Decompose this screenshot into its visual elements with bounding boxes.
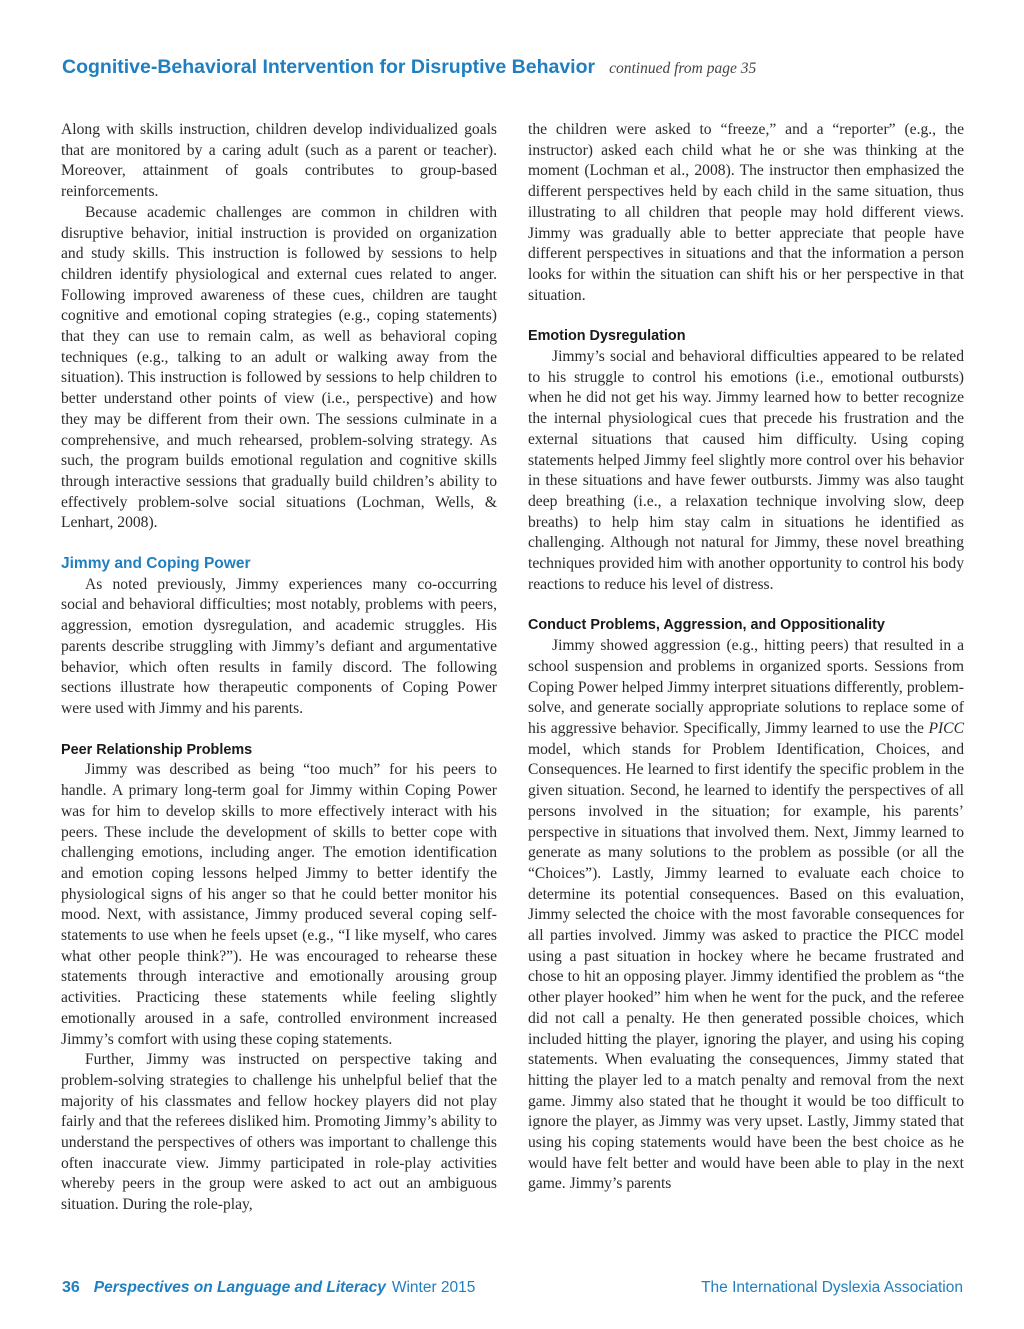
subheading-peer-relationship: Peer Relationship Problems: [61, 741, 253, 758]
conduct-text-part-1: Jimmy showed aggression (e.g., hitting peers) that resulted in a school suspension and problems in organized sports. Sessions from Coping Power helped Jimmy interpret situations differently, problem-solve, and generate socially appropriate solutions to replace some of his aggressive behavior. Specifically, Jimmy learned to use the: [528, 637, 964, 737]
paragraph-perspective-taking: Further, Jimmy was instructed on perspective taking and problem-solving strategies to challenge his unhelpful belief that the majority of his classmates and fellow hockey players did not play fairly and that the referees disliked him. Promoting Jimmy’s ability to understand the perspectives of others was important to challenge this often inaccurate view. Jimmy participated in role-play activities whereby peers in the group were asked to act out an ambiguous situation. During the role-play,: [61, 1051, 497, 1214]
paragraph-academic-challenges: Because academic challenges are common in children with disruptive behavior, initial instruction is provided on organization and study skills. This instruction is followed by sessions to help children identify physiological and external cues related to anger. Following improved awareness of these cues, children are taught cognitive and emotional coping strategies (e.g., coping statements) that they can use to remain calm, as well as behavioral coping techniques (e.g., talking to an adult or walking away from the situation). This instruction is followed by sessions to help children to better understand other points of view (i.e., perspective) and how they may be different from their own. The sessions culminate in a comprehensive, and much rehearsed, problem-solving strategy. As such, the program builds emotional regulation and cognitive skills through interactive sessions that gradually build children’s ability to effectively problem-solve social situations (Lochman, Wells, & Lenhart, 2008).: [61, 203, 497, 532]
journal-issue: Winter 2015: [391, 1279, 476, 1296]
footer-left: [62, 1279, 475, 1297]
paragraph-emotion-dysregulation: Jimmy’s social and behavioral difficulties appeared to be related to his struggle to control his emotions (i.e., emotional outbursts) when he did not get his way. Jimmy learned how to better recognize the internal physiological cues that precede his frustration and the external situations that caused him difficulty. Using coping statements helped Jimmy feel slightly more control over his behavior in these situations and have fewer outbursts. Jimmy was also taught deep breathing (i.e., a relaxation technique involving slow, deep breaths) to help him stay calm in situations he identified as challenging. Although not natural for Jimmy, these novel breathing techniques provided him with another opportunity to control his body reactions to reduce his level of distress.: [528, 348, 964, 593]
journal-title: Perspectives on Language and Literacy: [93, 1279, 386, 1296]
paragraph-conduct-problems: [528, 636, 964, 1195]
running-header: [62, 56, 972, 79]
paragraph-goals: Along with skills instruction, children develop individualized goals that are monitored by a caring adult (such as a parent or teacher). Moreover, attainment of goals contributes to group-based reinforcements.: [61, 121, 497, 201]
paragraph-role-play-continued: the children were asked to “freeze,” and a “reporter” (e.g., the instructor) asked each child what he or she was thinking at the moment (Lochman et al., 2008). The instructor then emphasized the different perspectives held by each child in the same situation, thus illustrating to all children that people may hold different views. Jimmy was gradually able to better appreciate that people have different perspectives in situations and that the information a person looks for within the situation can shift his or her perspective in that situation.: [528, 121, 964, 304]
subheading-emotion-dysregulation: Emotion Dysregulation: [528, 328, 686, 345]
subheading-conduct-problems: Conduct Problems, Aggression, and Oppositionality: [528, 617, 885, 634]
publisher-name: The International Dyslexia Association: [701, 1279, 963, 1296]
picc-term: PICC: [928, 719, 964, 737]
section-heading-jimmy-coping-power: Jimmy and Coping Power: [61, 555, 251, 573]
article-title: Cognitive-Behavioral Intervention for Disruptive Behavior: [62, 56, 596, 78]
paragraph-jimmy-overview: As noted previously, Jimmy experiences many co-occurring social and behavioral difficulties; most notably, problems with peers, aggression, emotion dysregulation, and academic struggles. His parents describe struggling with Jimmy’s defiant and argumentative behavior, which often results in family discord. The following sections illustrate how therapeutic components of Coping Power were used with Jimmy and his parents.: [61, 575, 497, 717]
paragraph-peer-problems: Jimmy was described as being “too much” for his peers to handle. A primary long-term goal for Jimmy within Coping Power was for him to develop skills to more effectively interact with his peers. These include the development of skills to better cope with challenging emotions, including anger. The emotion identification and emotion coping lessons helped Jimmy to better identify the physiological signs of his anger so that he could better monitor his mood. Next, with assistance, Jimmy produced several coping self-statements to use when he feels upset (e.g., “I like myself, who cares what other people think?”). He was encouraged to rehearse these statements through interactive and emotionally arousing group activities. Practicing these statements while feeling slightly emotionally aroused in a safe, controlled environment increased Jimmy’s comfort with using these coping statements.: [61, 761, 497, 1048]
page-footer: [62, 1279, 963, 1301]
continued-note: continued from page 35: [609, 60, 757, 77]
right-column: [528, 120, 964, 1195]
page-number: 36: [62, 1279, 80, 1296]
left-column: [61, 120, 497, 1216]
conduct-text-part-2: model, which stands for Problem Identification, Choices, and Consequences. He learned to first identify the specific problem in the given situation. Second, he learned to identify the perspectives of all persons involved in the situation; for example, his parents’ perspective in situations that involved them. Next, Jimmy learned to generate as many solutions to the problem as possible (or all the “Choices”). Lastly, Jimmy learned to evaluate each choice to determine its potential consequences. Based on this evaluation, Jimmy selected the choice with the most favorable consequences for all parties involved. Jimmy was asked to practice the PICC model using a past situation in hockey where he became frustrated and chose to hit an opposing player. Jimmy identified the problem as “the other player hooked” him when he went for the puck, and the referee did not call a penalty. He then generated possible choices, which included hitting the player, ignoring the player, and using his coping statements. When evaluating the consequences, Jimmy stated that hitting the player led to a match penalty and removal from the next game. Jimmy also stated that he thought it would be too difficult to ignore the player, as Jimmy was very upset. Lastly, Jimmy stated that using his coping statements would have been the best choice as he would have felt better and would have been able to play in the next game. Jimmy’s parents: [528, 740, 964, 1193]
